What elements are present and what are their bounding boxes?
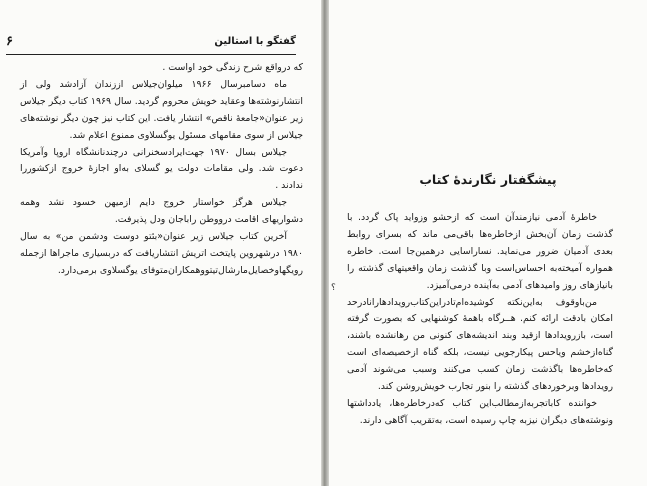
paragraph: ماه دسامبرسال ۱۹۶۶ میلوان‌جیلاس اززندان آزادشد ولی از انتشارنوشته‌ها وعقاید خویش محروم گردید. سال ۱۹۶۹ کتاب دیگر جیلاس زیر عنوان«جامعهٔ ناقص» انتشار یافت. این کتاب نیز چون دیگر نوشته‌های جیلاس از سوی مقامهای مسئول یوگسلاوی ممنوع اعلام شد. [20,78,303,141]
left-page-body [20,60,303,280]
section-title: پیشگفتار نگارندهٔ کتاب [419,172,557,187]
paragraph: که درواقع شرح زندگی خود اواست . [162,62,303,73]
running-head [6,34,296,55]
paragraph: جیلاس بسال ۱۹۷۰ جهت‌ایرادسخنرانی درچندنانشگاه اروپا وآمریکا دعوت شد. ولی مقامات دولت یو گسلای به‌او اجازهٔ خروج ازکشوررا ندادند . [20,146,303,192]
paragraph: من‌باوقوف به‌این‌نکته کوشیده‌ام‌تادراین‌کتاب‌رویدادهارانادرحد امکان بادقت ارائه کنم. هــرگاه باهمهٔ کوشنهایی که بصورت گرفته است، بازرویدادها ازقید وبند اندیشه‌های کنونی من رهانشده باشند، گناه‌ازخشم ویاحس پیکارجویی نیست، بلکه گناه ازخصیصه‌ای است که‌خاطره‌ها باگذشت زمان کسب می‌کنند وسبب می‌شوند آدمی رویدادها وبرخوردهای گذشته را بنور تجارب خویش‌روشن کند. [347,296,613,393]
right-page-body [347,210,613,430]
right-page [329,0,647,486]
running-head-title: گفتگو با استالین [214,36,296,47]
paragraph: آخرین کتاب جیلاس زیر عنوان«بئتو دوست ودشمن من» به سال ۱۹۸۰ درشهروین پایتخت اتریش انتشاریافت که دربسیاری ماجراها ازجمله رویگهاوخصایل‌مارشال‌تیتووهمکاران‌متوفای یوگسلاوی برمی‌دارد. [20,231,303,276]
margin-mark: ؟ [331,283,336,293]
left-page [0,0,321,486]
book-gutter [321,0,329,486]
paragraph: جیلاس هرگز خواستار خروج دایم ازمیهن خسود نشد وهمه دشواریهای اقامت درووطن راباجان ودل پذیرفت. [20,197,303,226]
paragraph: خاطرهٔ آدمی نیازمندآن است که ازحشو وزواید پاک گردد. با گذشت زمان آن‌بخش ازخاطره‌ها باقی‌می ماند که بسرای روابط بعدی آدمیان ضرور می‌نماید. نساراسایی درهمین‌جا است. خاطره همواره آمیخته‌به احساس‌است وبا گذشت زمان واقعیتهای گذشته را بانیازهای روز وامیدهای آدمی به‌آینده درمی‌آمیزد. [347,212,613,291]
page-number: ۶ [6,34,13,49]
paragraph: خواننده کاباتجربه‌ازمطالب‌این کتاب که‌درخاطره‌ها، یادداشتها ونوشته‌های دیگران نیزبه چاپ رسیده است، به‌تقریب آگاهی دارند. [347,397,613,426]
